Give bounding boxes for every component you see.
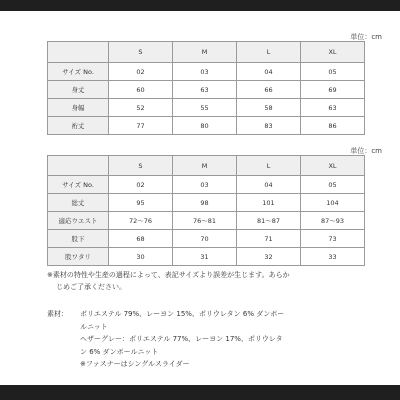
table-cell: 03 [173, 63, 237, 81]
table-cell: 98 [173, 194, 237, 212]
table-cell: 55 [173, 99, 237, 117]
table-cell: 86 [301, 117, 365, 135]
table-cell: 104 [301, 194, 365, 212]
bottoms-size-table [47, 155, 365, 266]
unit-label-tops: 単位：cm [350, 33, 382, 41]
table-cell: 72〜76 [109, 212, 173, 230]
table-cell: 71 [237, 230, 301, 248]
header-cell: S [109, 42, 173, 63]
header-cell: S [109, 156, 173, 176]
table-row [48, 176, 365, 194]
table-cell: 04 [237, 63, 301, 81]
table-row [48, 117, 365, 135]
header-cell: XL [301, 156, 365, 176]
material-line: ポリエステル 79%、レーヨン 15%、ポリウレタン 6% ダンボー [80, 310, 285, 318]
table-cell: 33 [301, 248, 365, 266]
material-line: ルニット [80, 322, 108, 331]
table-row [48, 212, 365, 230]
material-section [47, 308, 377, 371]
table-cell: 52 [109, 99, 173, 117]
table-cell: 66 [237, 81, 301, 99]
size-disclaimer-note [47, 269, 377, 293]
table-row [48, 230, 365, 248]
row-label: 股ワタリ [48, 248, 109, 266]
header-cell: L [237, 42, 301, 63]
note-line: ※素材の特性や生産の過程によって、表記サイズより誤差が生じます。あらか [47, 271, 290, 279]
table-cell: 77 [109, 117, 173, 135]
size-chart-sheet [0, 11, 400, 385]
row-label: サイズ No. [48, 63, 109, 81]
header-cell: XL [301, 42, 365, 63]
table-cell: 60 [109, 81, 173, 99]
table-cell: 73 [301, 230, 365, 248]
table-cell: 02 [109, 63, 173, 81]
table-cell: 70 [173, 230, 237, 248]
header-cell: M [173, 42, 237, 63]
table-header-row [48, 156, 365, 176]
table-cell: 69 [301, 81, 365, 99]
table-cell: 76〜81 [173, 212, 237, 230]
material-line: ヘザーグレー：ポリエステル 77%、レーヨン 17%、ポリウレタ [80, 335, 283, 343]
table-header-row [48, 42, 365, 63]
table-cell: 31 [173, 248, 237, 266]
table-row [48, 99, 365, 117]
row-label: 適応ウエスト [48, 212, 109, 230]
unit-label-bottoms: 単位：cm [350, 147, 382, 155]
table-cell: 81〜87 [237, 212, 301, 230]
table-cell: 02 [109, 176, 173, 194]
material-label: 素材： [47, 310, 68, 318]
header-cell [48, 42, 109, 63]
header-cell: M [173, 156, 237, 176]
table-cell: 58 [237, 99, 301, 117]
table-row [48, 81, 365, 99]
note-line: じめご了承ください。 [56, 283, 126, 291]
table-cell: 63 [173, 81, 237, 99]
table-cell: 68 [109, 230, 173, 248]
table-cell: 32 [237, 248, 301, 266]
table-cell: 04 [237, 176, 301, 194]
table-row [48, 194, 365, 212]
tops-size-table [47, 41, 365, 135]
table-cell: 95 [109, 194, 173, 212]
table-cell: 80 [173, 117, 237, 135]
table-cell: 05 [301, 176, 365, 194]
header-cell: L [237, 156, 301, 176]
material-line: ※ファスナーはシングルスライダー [80, 360, 190, 368]
material-line: ン 6% ダンボールニット [80, 347, 159, 356]
table-row [48, 63, 365, 81]
row-label: 裄丈 [48, 117, 109, 135]
row-label: 股下 [48, 230, 109, 248]
table-cell: 83 [237, 117, 301, 135]
table-cell: 05 [301, 63, 365, 81]
table-cell: 30 [109, 248, 173, 266]
header-cell [48, 156, 109, 176]
table-row [48, 248, 365, 266]
table-cell: 03 [173, 176, 237, 194]
row-label: 身幅 [48, 99, 109, 117]
row-label: 総丈 [48, 194, 109, 212]
row-label: 身丈 [48, 81, 109, 99]
row-label: サイズ No. [48, 176, 109, 194]
table-cell: 87〜93 [301, 212, 365, 230]
table-cell: 101 [237, 194, 301, 212]
table-cell: 63 [301, 99, 365, 117]
